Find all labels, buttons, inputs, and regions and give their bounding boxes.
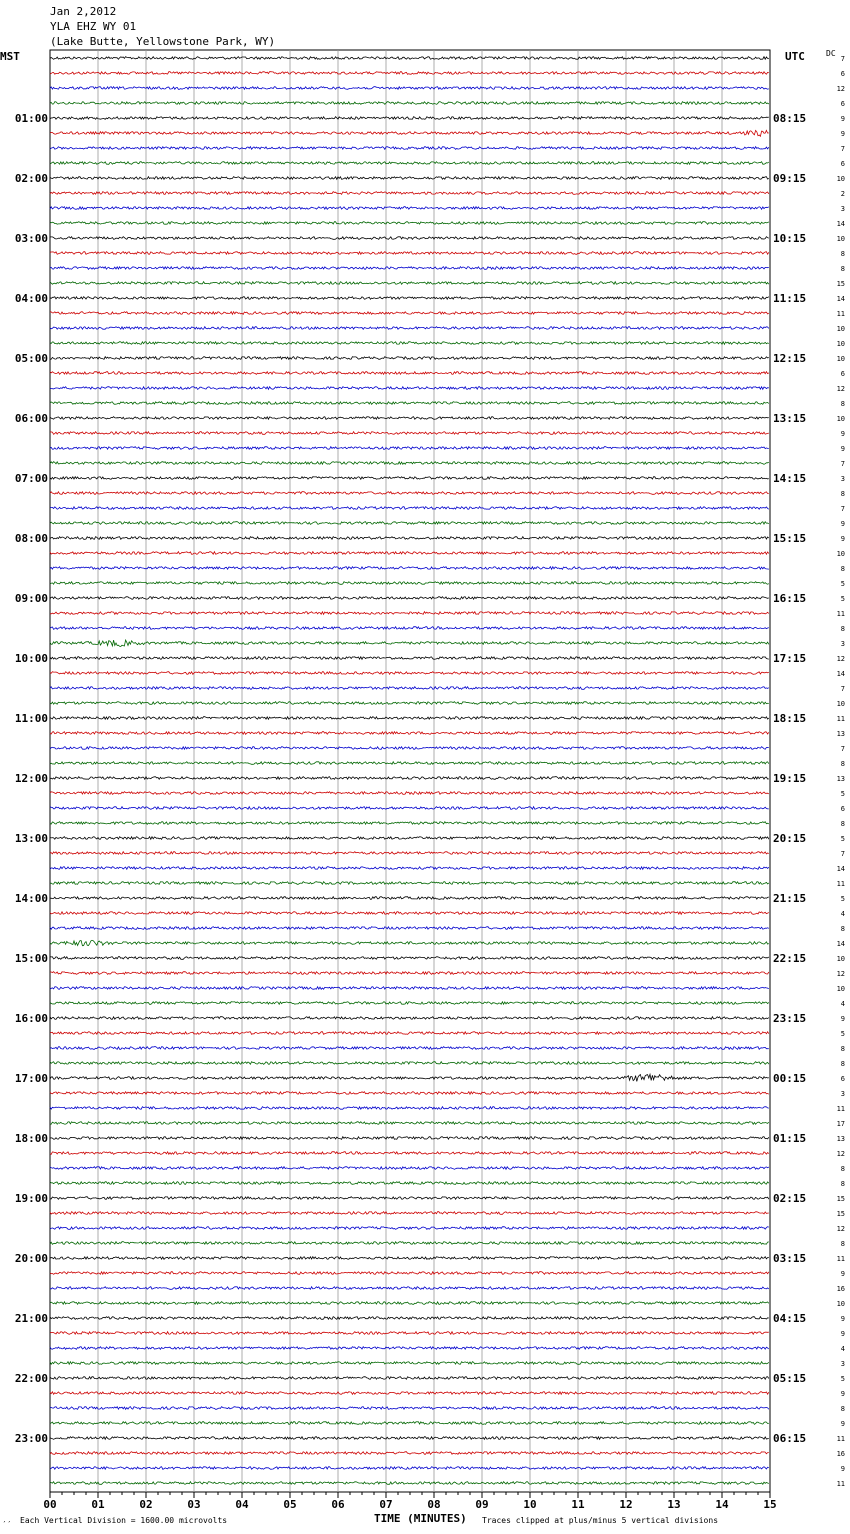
hour-label-mst: 03:00: [14, 232, 48, 245]
trace-row-82: [50, 1287, 769, 1290]
trace-row-77: [50, 1212, 769, 1215]
trace-row-68: [50, 1074, 769, 1081]
hour-label-mst: 10:00: [14, 652, 48, 665]
dc-value: 8: [840, 925, 845, 933]
hour-label-utc: 19:15: [773, 772, 807, 785]
trace-row-72: [50, 1137, 769, 1140]
trace-row-45: [50, 732, 769, 735]
hour-label-mst: 17:00: [14, 1072, 48, 1085]
trace-row-73: [50, 1152, 769, 1155]
trace-row-23: [50, 402, 769, 405]
trace-row-81: [50, 1272, 769, 1275]
x-tick-label: 08: [427, 1498, 441, 1511]
trace-row-25: [50, 432, 769, 435]
dc-value: 13: [836, 775, 845, 783]
trace-row-0: [50, 57, 769, 60]
hour-label-mst: 12:00: [14, 772, 48, 785]
trace-row-76: [50, 1197, 769, 1200]
trace-row-16: [50, 297, 769, 300]
dc-value: 8: [840, 265, 845, 273]
dc-value: 10: [836, 355, 845, 363]
trace-row-30: [50, 507, 769, 510]
dc-value: 9: [840, 535, 845, 543]
trace-row-75: [50, 1182, 769, 1185]
hour-label-utc: 03:15: [773, 1252, 807, 1265]
trace-row-80: [50, 1257, 769, 1260]
trace-row-57: [50, 912, 769, 915]
trace-row-13: [50, 252, 769, 255]
dc-value: 10: [836, 955, 845, 963]
dc-value: 12: [836, 1150, 845, 1158]
dc-value: 11: [836, 610, 845, 618]
trace-row-55: [50, 882, 769, 885]
trace-row-9: [50, 192, 769, 195]
hour-label-utc: 08:15: [773, 112, 807, 125]
trace-row-8: [50, 177, 769, 180]
hour-label-mst: 06:00: [14, 412, 48, 425]
dc-value: 9: [840, 520, 845, 528]
trace-row-86: [50, 1347, 769, 1350]
dc-value: 8: [840, 250, 845, 258]
trace-row-2: [50, 87, 769, 90]
hour-label-mst: 08:00: [14, 532, 48, 545]
dc-value: 10: [836, 1300, 845, 1308]
dc-value: 11: [836, 310, 845, 318]
trace-row-74: [50, 1167, 769, 1170]
hour-label-utc: 06:15: [773, 1432, 807, 1445]
trace-row-43: [50, 702, 769, 705]
dc-value: 12: [836, 385, 845, 393]
hour-label-utc: 17:15: [773, 652, 807, 665]
trace-row-38: [50, 627, 769, 630]
dc-value: 8: [840, 1045, 845, 1053]
trace-row-62: [50, 987, 769, 990]
dc-value: 8: [840, 820, 845, 828]
trace-row-18: [50, 327, 769, 330]
dc-value: 14: [836, 670, 845, 678]
trace-row-42: [50, 687, 769, 690]
dc-value: 4: [840, 910, 845, 918]
trace-row-29: [50, 492, 769, 495]
hour-label-mst: 11:00: [14, 712, 48, 725]
trace-row-58: [50, 927, 769, 930]
hour-label-utc: 01:15: [773, 1132, 807, 1145]
dc-value: 7: [840, 505, 845, 513]
trace-row-64: [50, 1017, 769, 1020]
trace-row-10: [50, 207, 769, 210]
trace-row-65: [50, 1032, 769, 1035]
trace-row-90: [50, 1407, 769, 1410]
dc-value: 4: [840, 1000, 845, 1008]
dc-value: 9: [840, 1465, 845, 1473]
dc-value: 12: [836, 1225, 845, 1233]
dc-value: 11: [836, 880, 845, 888]
hour-label-mst: 20:00: [14, 1252, 48, 1265]
hour-label-mst: 16:00: [14, 1012, 48, 1025]
trace-row-47: [50, 762, 769, 765]
trace-row-28: [50, 477, 769, 480]
dc-value: 7: [840, 685, 845, 693]
trace-row-31: [50, 522, 769, 525]
trace-row-11: [50, 222, 769, 225]
hour-label-mst: 21:00: [14, 1312, 48, 1325]
hour-label-mst: 13:00: [14, 832, 48, 845]
x-tick-label: 09: [475, 1498, 489, 1511]
dc-value: 10: [836, 175, 845, 183]
trace-row-41: [50, 672, 769, 675]
dc-value: 15: [836, 1210, 845, 1218]
hour-label-utc: 00:15: [773, 1072, 807, 1085]
dc-value: 8: [840, 1405, 845, 1413]
trace-row-91: [50, 1422, 769, 1425]
hour-label-utc: 11:15: [773, 292, 807, 305]
hour-label-mst: 07:00: [14, 472, 48, 485]
scale-note: Each Vertical Division = 1600.00 microvolts: [20, 1516, 228, 1525]
trace-row-61: [50, 972, 769, 975]
dc-value: 8: [840, 625, 845, 633]
header-location: (Lake Butte, Yellowstone Park, WY): [50, 35, 276, 48]
trace-row-5: [50, 130, 769, 136]
trace-row-83: [50, 1302, 769, 1305]
hour-label-utc: 13:15: [773, 412, 807, 425]
dc-value: 16: [836, 1450, 845, 1458]
x-tick-label: 13: [667, 1498, 681, 1511]
trace-row-6: [50, 147, 769, 150]
trace-row-93: [50, 1452, 769, 1455]
trace-row-4: [50, 117, 769, 120]
hour-label-utc: 22:15: [773, 952, 807, 965]
x-tick-label: 12: [619, 1498, 633, 1511]
trace-row-46: [50, 747, 769, 750]
dc-value: 7: [840, 145, 845, 153]
hour-label-utc: 02:15: [773, 1192, 807, 1205]
dc-value: 5: [840, 595, 845, 603]
trace-row-32: [50, 537, 769, 540]
dc-value: 6: [840, 70, 845, 78]
x-tick-label: 02: [139, 1498, 153, 1511]
dc-value: 5: [840, 580, 845, 588]
dc-value: 8: [840, 565, 845, 573]
dc-value: 15: [836, 1195, 845, 1203]
trace-row-52: [50, 837, 769, 840]
hour-label-utc: 20:15: [773, 832, 807, 845]
dc-value: 9: [840, 1270, 845, 1278]
dc-value: 7: [840, 460, 845, 468]
trace-row-69: [50, 1092, 769, 1095]
dc-value: 9: [840, 115, 845, 123]
dc-value: 12: [836, 85, 845, 93]
trace-row-63: [50, 1002, 769, 1005]
trace-row-95: [50, 1482, 769, 1485]
hour-label-mst: 04:00: [14, 292, 48, 305]
header-station: YLA EHZ WY 01: [50, 20, 137, 33]
trace-row-12: [50, 237, 769, 240]
trace-row-88: [50, 1377, 769, 1380]
dc-value: 11: [836, 1480, 845, 1488]
trace-row-34: [50, 567, 769, 570]
hour-label-utc: 23:15: [773, 1012, 807, 1025]
hour-label-utc: 14:15: [773, 472, 807, 485]
trace-row-92: [50, 1437, 769, 1440]
dc-value: 5: [840, 835, 845, 843]
dc-value: 6: [840, 805, 845, 813]
trace-row-37: [50, 612, 769, 615]
x-tick-label: 04: [235, 1498, 249, 1511]
trace-row-50: [50, 807, 769, 810]
hour-label-utc: 10:15: [773, 232, 807, 245]
dc-value: 9: [840, 1315, 845, 1323]
dc-value: 9: [840, 445, 845, 453]
trace-row-66: [50, 1047, 769, 1050]
dc-value: 14: [836, 220, 845, 228]
dc-value: 14: [836, 295, 845, 303]
trace-row-67: [50, 1062, 769, 1065]
trace-row-36: [50, 597, 769, 600]
dc-value: 9: [840, 1330, 845, 1338]
x-tick-label: 07: [379, 1498, 393, 1511]
trace-row-17: [50, 312, 769, 315]
hour-label-mst: 01:00: [14, 112, 48, 125]
dc-value: 3: [840, 475, 845, 483]
dc-value: 9: [840, 1015, 845, 1023]
trace-row-51: [50, 822, 769, 825]
clip-note: Traces clipped at plus/minus 5 vertical divisions: [482, 1516, 719, 1525]
dc-value: 9: [840, 1420, 845, 1428]
trace-row-60: [50, 957, 769, 960]
trace-row-84: [50, 1317, 769, 1320]
dc-value: 5: [840, 895, 845, 903]
trace-row-89: [50, 1392, 769, 1395]
hour-label-utc: 12:15: [773, 352, 807, 365]
dc-value: 11: [836, 1435, 845, 1443]
dc-value: 8: [840, 1060, 845, 1068]
dc-value: 10: [836, 340, 845, 348]
trace-row-49: [50, 792, 769, 795]
hour-label-mst: 05:00: [14, 352, 48, 365]
dc-value: 3: [840, 640, 845, 648]
dc-value: 9: [840, 130, 845, 138]
hour-label-utc: 04:15: [773, 1312, 807, 1325]
dc-value: 17: [836, 1120, 845, 1128]
dc-value: 6: [840, 370, 845, 378]
trace-row-79: [50, 1242, 769, 1245]
dc-value: 6: [840, 100, 845, 108]
dc-value: 14: [836, 940, 845, 948]
x-tick-label: 10: [523, 1498, 537, 1511]
trace-row-87: [50, 1362, 769, 1365]
dc-value: 11: [836, 715, 845, 723]
dc-value: 8: [840, 1165, 845, 1173]
hour-label-mst: 22:00: [14, 1372, 48, 1385]
trace-row-1: [50, 72, 769, 75]
trace-row-20: [50, 357, 769, 360]
x-tick-label: 03: [187, 1498, 201, 1511]
dc-value: 16: [836, 1285, 845, 1293]
dc-value: 12: [836, 970, 845, 978]
trace-row-94: [50, 1467, 769, 1470]
dc-value: 5: [840, 790, 845, 798]
trace-row-24: [50, 417, 769, 420]
dc-value: 15: [836, 280, 845, 288]
right-axis-label: UTC: [785, 50, 805, 63]
hour-label-mst: 18:00: [14, 1132, 48, 1145]
dc-value: 10: [836, 985, 845, 993]
trace-row-35: [50, 582, 769, 585]
trace-row-71: [50, 1122, 769, 1125]
dc-value: 7: [840, 55, 845, 63]
trace-row-54: [50, 867, 769, 870]
trace-row-39: [50, 640, 769, 646]
dc-value: 6: [840, 1075, 845, 1083]
hour-label-utc: 09:15: [773, 172, 807, 185]
trace-row-3: [50, 102, 769, 105]
dc-value: 5: [840, 1375, 845, 1383]
dc-value: 3: [840, 1090, 845, 1098]
dc-value: 4: [840, 1345, 845, 1353]
trace-row-44: [50, 717, 769, 720]
plot-frame: [50, 50, 770, 1492]
x-tick-label: 11: [571, 1498, 585, 1511]
x-tick-label: 15: [763, 1498, 777, 1511]
trace-row-40: [50, 657, 769, 660]
hour-label-utc: 05:15: [773, 1372, 807, 1385]
trace-row-59: [50, 940, 769, 945]
corner-mark: ′′: [2, 1520, 12, 1529]
dc-value: 3: [840, 1360, 845, 1368]
x-tick-label: 05: [283, 1498, 297, 1511]
dc-value: 7: [840, 850, 845, 858]
x-tick-label: 00: [43, 1498, 57, 1511]
dc-value: 8: [840, 760, 845, 768]
trace-row-26: [50, 447, 769, 450]
dc-value: 10: [836, 550, 845, 558]
dc-value: 14: [836, 865, 845, 873]
dc-value: 10: [836, 700, 845, 708]
dc-value: 8: [840, 1180, 845, 1188]
hour-label-utc: 21:15: [773, 892, 807, 905]
hour-label-mst: 15:00: [14, 952, 48, 965]
dc-value: 9: [840, 1390, 845, 1398]
hour-label-mst: 19:00: [14, 1192, 48, 1205]
hour-label-mst: 02:00: [14, 172, 48, 185]
trace-row-56: [50, 897, 769, 900]
trace-row-70: [50, 1107, 769, 1110]
trace-row-27: [50, 462, 769, 465]
left-axis-label: MST: [0, 50, 20, 63]
dc-value: 11: [836, 1105, 845, 1113]
x-tick-label: 14: [715, 1498, 729, 1511]
dc-value: 6: [840, 160, 845, 168]
dc-value: 3: [840, 205, 845, 213]
x-axis-title: TIME (MINUTES): [374, 1512, 467, 1525]
trace-row-78: [50, 1227, 769, 1230]
trace-row-7: [50, 162, 769, 165]
hour-label-utc: 18:15: [773, 712, 807, 725]
hour-label-mst: 23:00: [14, 1432, 48, 1445]
trace-row-15: [50, 282, 769, 285]
hour-label-mst: 14:00: [14, 892, 48, 905]
dc-value: 10: [836, 325, 845, 333]
dc-value: 12: [836, 655, 845, 663]
x-tick-label: 06: [331, 1498, 345, 1511]
dc-value: 13: [836, 730, 845, 738]
dc-column-label: DC: [826, 49, 836, 58]
hour-label-utc: 16:15: [773, 592, 807, 605]
trace-row-85: [50, 1332, 769, 1335]
trace-row-53: [50, 852, 769, 855]
trace-row-22: [50, 387, 769, 390]
hour-label-utc: 15:15: [773, 532, 807, 545]
dc-value: 8: [840, 1240, 845, 1248]
dc-value: 5: [840, 1030, 845, 1038]
dc-value: 11: [836, 1255, 845, 1263]
dc-value: 8: [840, 490, 845, 498]
trace-row-48: [50, 777, 769, 780]
trace-row-19: [50, 342, 769, 345]
dc-value: 7: [840, 745, 845, 753]
hour-label-mst: 09:00: [14, 592, 48, 605]
x-tick-label: 01: [91, 1498, 105, 1511]
dc-value: 13: [836, 1135, 845, 1143]
dc-value: 2: [840, 190, 845, 198]
dc-value: 10: [836, 415, 845, 423]
header-date: Jan 2,2012: [50, 5, 117, 18]
trace-row-14: [50, 267, 769, 270]
trace-row-21: [50, 372, 769, 375]
trace-row-33: [50, 552, 769, 555]
dc-value: 8: [840, 400, 845, 408]
dc-value: 10: [836, 235, 845, 243]
dc-value: 9: [840, 430, 845, 438]
